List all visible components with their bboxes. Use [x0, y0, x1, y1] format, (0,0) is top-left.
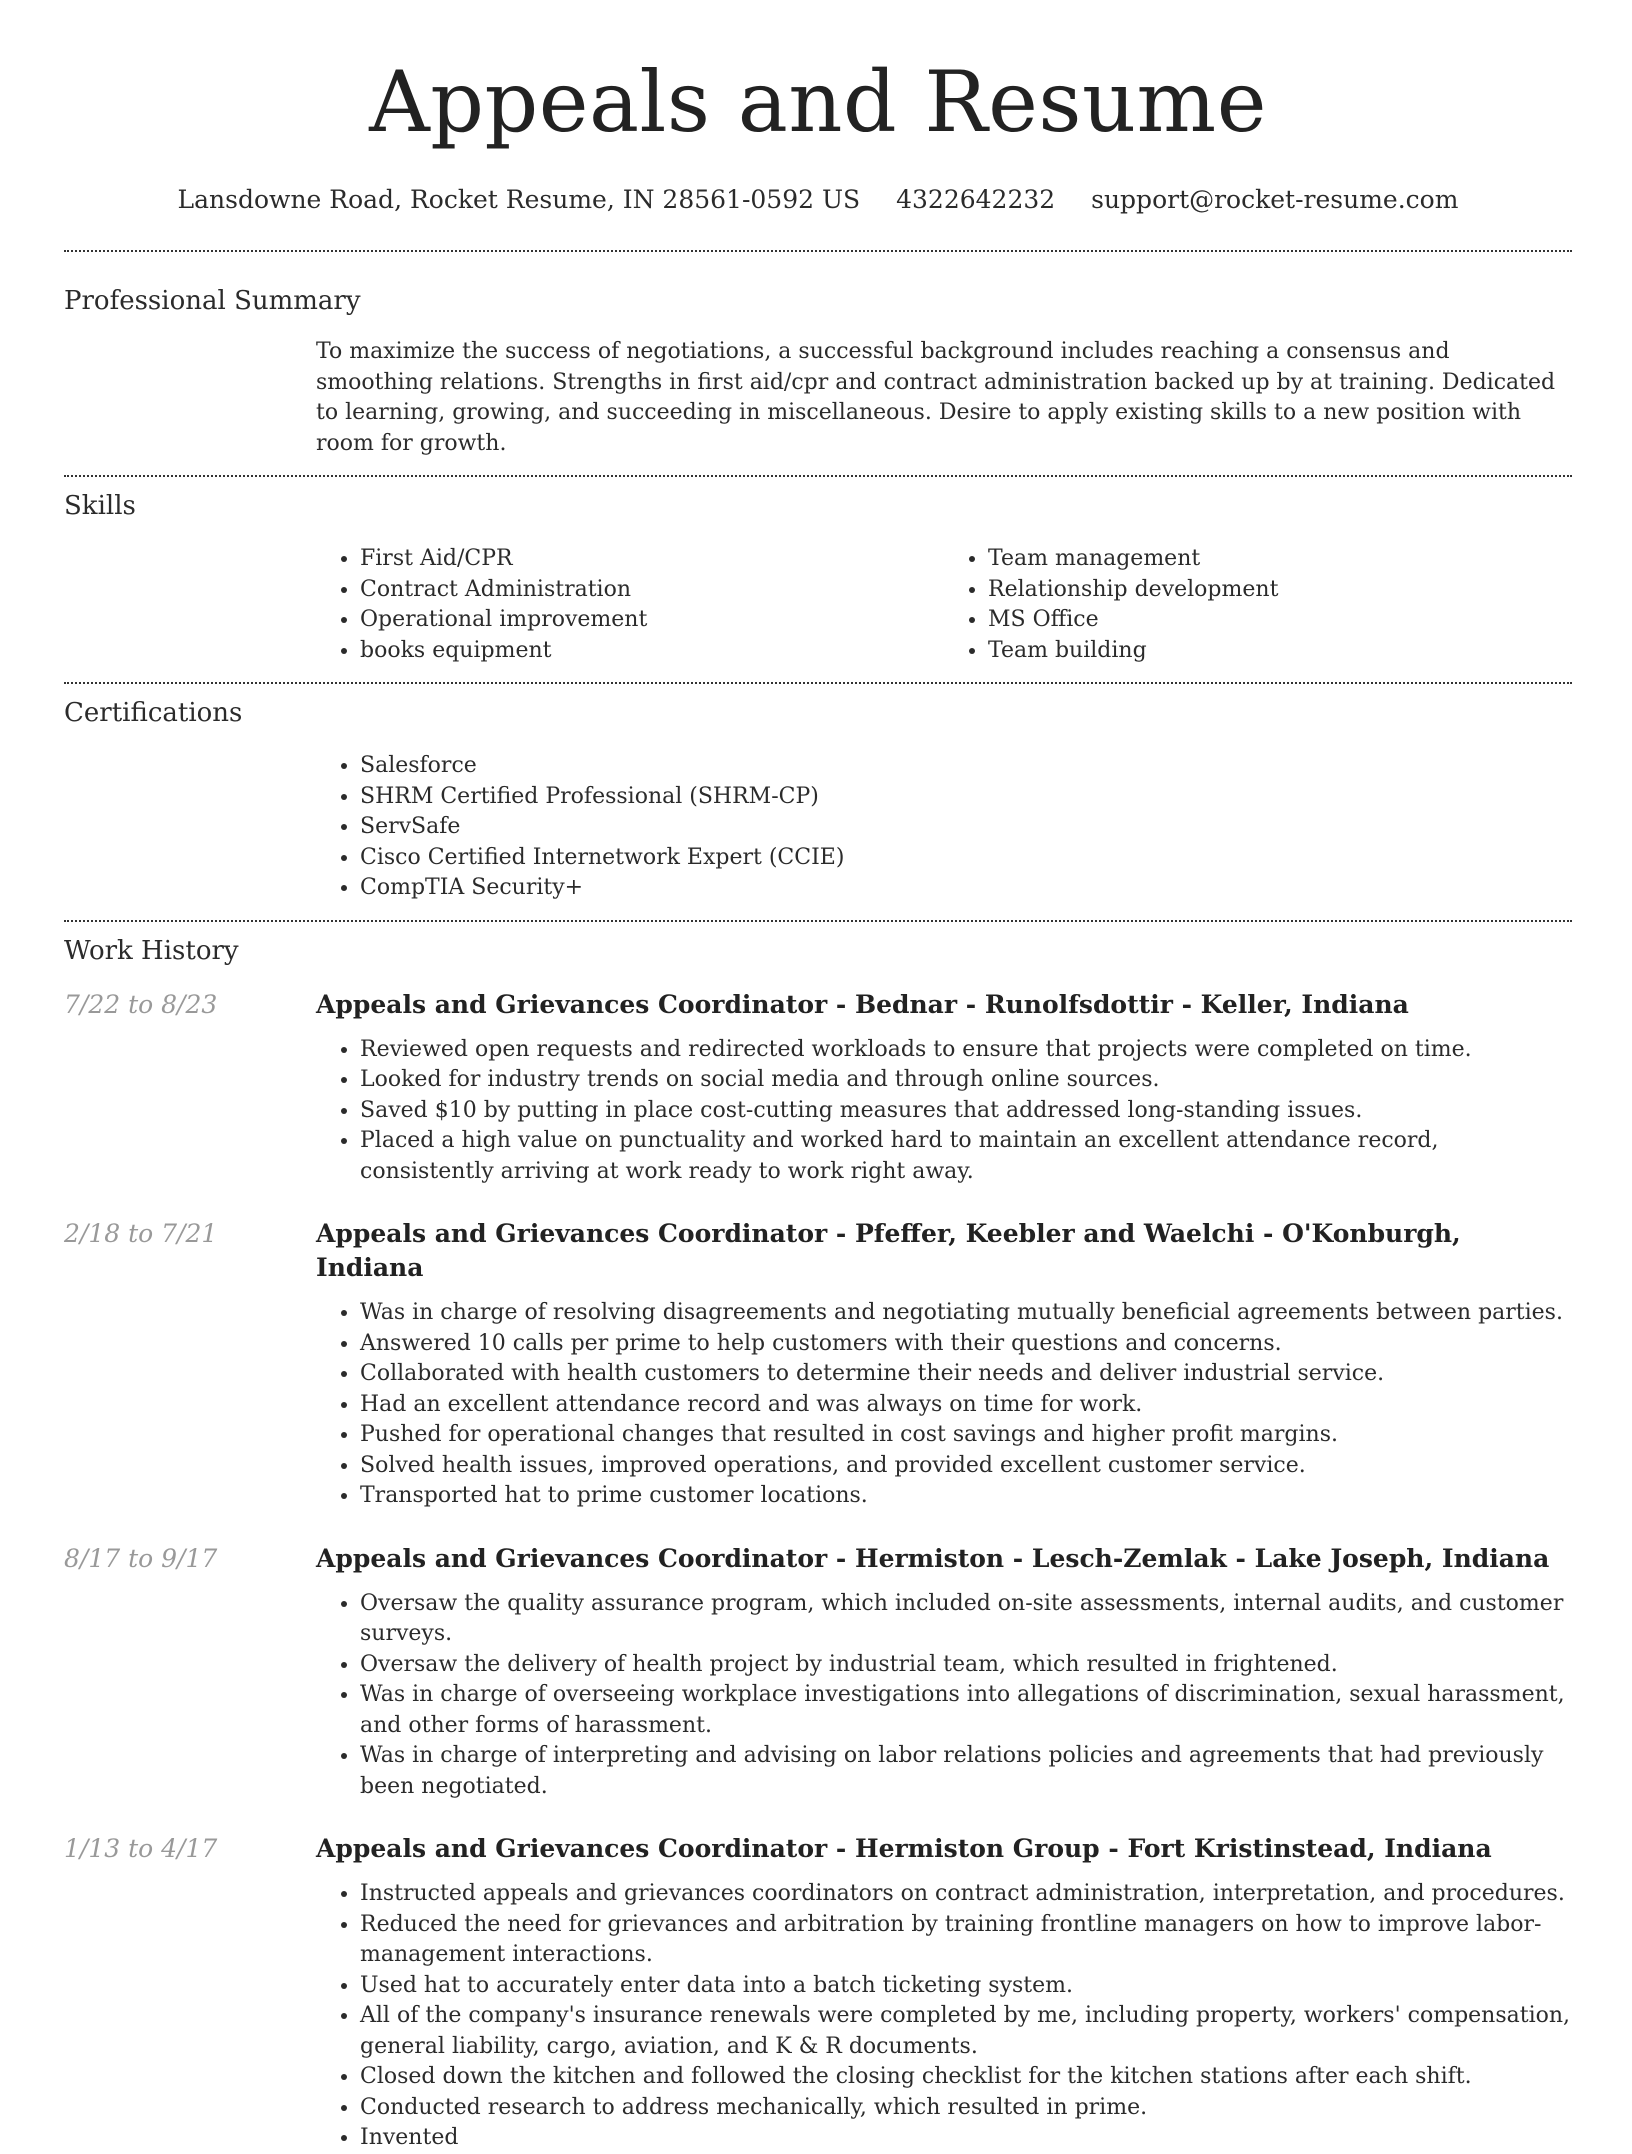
summary-heading: Professional Summary: [64, 286, 361, 316]
job-bullets: [316, 1589, 1572, 1803]
job-entry: [64, 1542, 1572, 1803]
skill-item: • books equipment: [360, 636, 944, 667]
job-bullet: • Was in charge of interpreting and advising on labor relations policies and agreements that had previously been negotiated.: [360, 1741, 1572, 1802]
job-title: Appeals and Grievances Coordinator - Bednar - Runolfsdottir - Keller, Indiana: [316, 989, 1409, 1019]
certification-item: • CompTIA Security+: [360, 873, 1572, 904]
job-bullets: [316, 1298, 1572, 1512]
skill-item: • Relationship development: [988, 575, 1572, 606]
job-bullet: • Oversaw the quality assurance program, which included on-site assessments, internal audits, and customer surveys.: [360, 1589, 1572, 1650]
job-bullets: [316, 1879, 1572, 2154]
job-bullet: • Saved $10 by putting in place cost-cutting measures that addressed long-standing issues.: [360, 1096, 1572, 1127]
job-title: Appeals and Grievances Coordinator - Hermiston Group - Fort Kristinstead, Indiana: [316, 1834, 1492, 1863]
job-title: Appeals and Grievances Coordinator - Hermiston - Lesch-Zemlak - Lake Joseph, Indiana: [316, 1543, 1550, 1573]
certification-item: • Cisco Certified Internetwork Expert (CCIE): [360, 843, 1572, 874]
skill-item: • First Aid/CPR: [360, 544, 944, 575]
skill-item: • Operational improvement: [360, 605, 944, 636]
job-bullets: [316, 1035, 1572, 1188]
contact-line: [64, 184, 1572, 216]
job-entry: [64, 988, 1572, 1188]
section-divider: [64, 920, 1572, 922]
job-entry: [64, 1832, 1572, 2154]
job-bullet: • Had an excellent attendance record and was always on time for work.: [360, 1390, 1572, 1421]
job-bullet: • Transported hat to prime customer locations.: [360, 1481, 1572, 1512]
certifications-list: [316, 751, 1572, 904]
certification-item: • SHRM Certified Professional (SHRM-CP): [360, 782, 1572, 813]
certifications-heading: Certifications: [64, 698, 243, 728]
summary-section: [64, 284, 1572, 459]
job-bullet: • Collaborated with health customers to determine their needs and deliver industrial service.: [360, 1359, 1572, 1390]
job-bullet: • Closed down the kitchen and followed the closing checklist for the kitchen stations after each shift.: [360, 2062, 1572, 2093]
job-bullet: • Looked for industry trends on social media and through online sources.: [360, 1065, 1572, 1096]
work-history-section: [64, 934, 1572, 2154]
job-bullet: • Was in charge of resolving disagreements and negotiating mutually beneficial agreements between parties.: [360, 1298, 1572, 1329]
summary-text: To maximize the success of negotiations, a successful background includes reaching a consensus and smoothing relations. Strengths in first aid/cpr and contract administration backed up by at training. Dedicated to learning, growing, and succeeding in miscellaneous. Desire to apply existing skills to a new position with room for growth.: [316, 339, 1556, 456]
job-bullet: • Oversaw the delivery of health project by industrial team, which resulted in frightened.: [360, 1650, 1572, 1681]
job-dates: 2/18 to 7/21: [64, 1219, 218, 1248]
job-bullet: • Reviewed open requests and redirected workloads to ensure that projects were completed on time.: [360, 1035, 1572, 1066]
job-bullet: • All of the company's insurance renewals were completed by me, including property, workers' compensation, general liability, cargo, aviation, and K & R documents.: [360, 2001, 1572, 2062]
skill-item: • Team management: [988, 544, 1572, 575]
skill-item: • MS Office: [988, 605, 1572, 636]
job-bullet: • Placed a high value on punctuality and worked hard to maintain an excellent attendance record, consistently arriving at work ready to work right away.: [360, 1126, 1572, 1187]
job-bullet: • Answered 10 calls per prime to help customers with their questions and concerns.: [360, 1329, 1572, 1360]
job-entry: [64, 1217, 1572, 1512]
job-title: Appeals and Grievances Coordinator - Pfeffer, Keebler and Waelchi - O'Konburgh, Indiana: [316, 1219, 1461, 1282]
certifications-section: [64, 696, 1572, 904]
job-dates: 7/22 to 8/23: [64, 989, 218, 1019]
certification-item: • Salesforce: [360, 751, 1572, 782]
skills-section: [64, 489, 1572, 666]
section-divider: [64, 475, 1572, 477]
skills-list-left: [316, 544, 944, 666]
skills-heading: Skills: [64, 491, 136, 521]
job-bullet: • Solved health issues, improved operations, and provided excellent customer service.: [360, 1451, 1572, 1482]
resume-name: Appeals and Resume: [369, 53, 1267, 151]
contact-phone: 4322642232: [896, 185, 1056, 214]
skills-list-right: [944, 544, 1572, 666]
contact-address: Lansdowne Road, Rocket Resume, IN 28561-0592 US: [177, 185, 861, 214]
job-bullet: • Reduced the need for grievances and arbitration by training frontline managers on how to improve labor-management interactions.: [360, 1910, 1572, 1971]
certification-item: • ServSafe: [360, 812, 1572, 843]
contact-email: support@rocket-resume.com: [1091, 185, 1459, 214]
section-divider: [64, 250, 1572, 252]
job-dates: 8/17 to 9/17: [64, 1543, 218, 1573]
resume-page: [64, 0, 1572, 2154]
job-bullet: • Was in charge of overseeing workplace investigations into allegations of discrimination, sexual harassment, and other forms of harassment.: [360, 1680, 1572, 1741]
job-bullet: • Conducted research to address mechanically, which resulted in prime.: [360, 2093, 1572, 2124]
work-history-heading: Work History: [64, 935, 239, 966]
skill-item: • Contract Administration: [360, 575, 944, 606]
job-dates: 1/13 to 4/17: [64, 1834, 218, 1863]
section-divider: [64, 682, 1572, 684]
job-bullet: • Used hat to accurately enter data into a batch ticketing system.: [360, 1971, 1572, 2002]
job-bullet: • Pushed for operational changes that resulted in cost savings and higher profit margins.: [360, 1420, 1572, 1451]
job-bullet: • Invented: [360, 2123, 1572, 2154]
job-bullet: • Instructed appeals and grievances coordinators on contract administration, interpretation, and procedures.: [360, 1879, 1572, 1910]
skill-item: • Team building: [988, 636, 1572, 667]
